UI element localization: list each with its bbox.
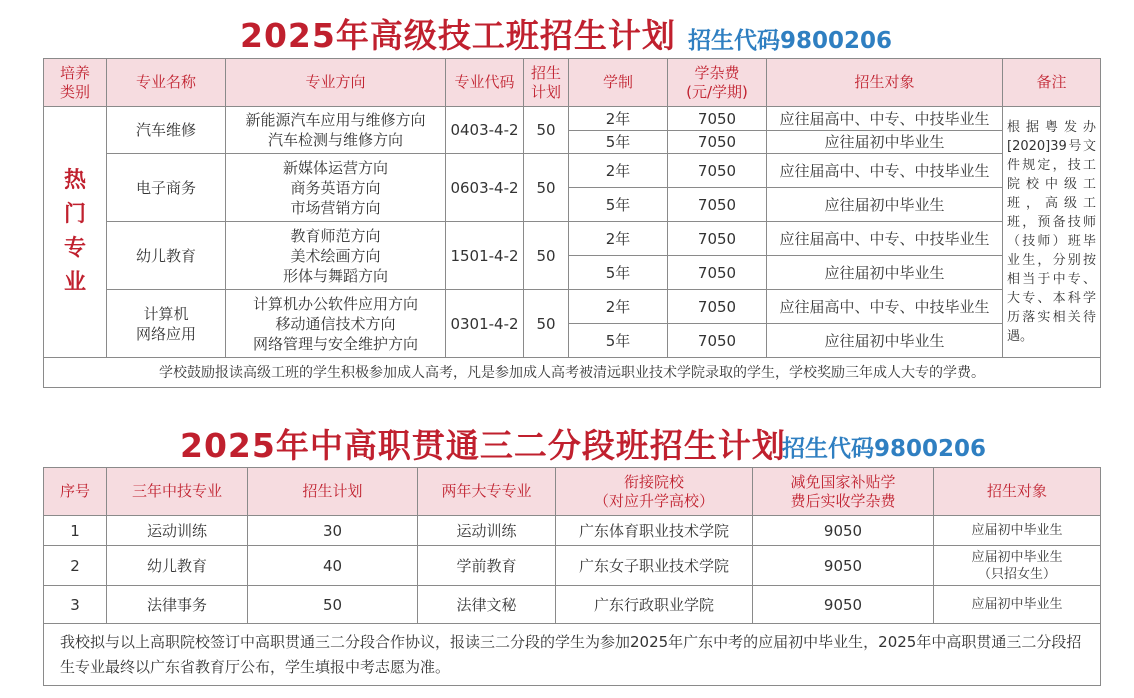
- target: 应往届高中、中专、中技毕业生: [767, 290, 1003, 324]
- major-quota: 50: [524, 290, 569, 358]
- row-target: 应届初中毕业生: [934, 586, 1101, 624]
- row-target: 应届初中毕业生 （只招女生）: [934, 546, 1101, 586]
- plan2-title: 2025年中高职贯通三二分段班招生计划: [180, 426, 786, 465]
- row-no: 1: [44, 516, 107, 546]
- row-major2: 运动训练: [418, 516, 556, 546]
- row-major2: 学前教育: [418, 546, 556, 586]
- plan2-enrollment-code: 招生代码9800206: [782, 436, 987, 462]
- header-target: 招生对象: [767, 59, 1003, 107]
- plan1-footer-row: [44, 358, 1101, 388]
- major-code: 1501-4-2: [446, 222, 524, 290]
- category-hot-majors: 热 门 专 业: [44, 107, 107, 358]
- duration: 5年: [569, 324, 668, 358]
- major-directions: 教育师范方向 美术绘画方向 形体与舞蹈方向: [226, 222, 446, 290]
- plan1-title: 2025年高级技工班招生计划: [240, 16, 676, 55]
- major-name: 计算机 网络应用: [107, 290, 226, 358]
- plan1-header-row: [44, 59, 1101, 107]
- header-college: 衔接院校 （对应升学高校）: [556, 468, 753, 516]
- fee: 7050: [668, 154, 767, 188]
- major-name: 幼儿教育: [107, 222, 226, 290]
- table-row: [44, 154, 1101, 188]
- target: 应往届初中毕业生: [767, 256, 1003, 290]
- fee: 7050: [668, 131, 767, 154]
- row-major2: 法律文秘: [418, 586, 556, 624]
- row-major3: 幼儿教育: [107, 546, 248, 586]
- plan1-enrollment-code: 招生代码9800206: [688, 28, 893, 54]
- plan2-footer-row: [44, 624, 1101, 686]
- row-fee: 9050: [753, 546, 934, 586]
- major-quota: 50: [524, 154, 569, 222]
- plan2-footer-note: 我校拟与以上高职院校签订中高职贯通三二分段合作协议，报读三二分段的学生为参加2025年广东中考的应届初中毕业生，2025年中高职贯通三二分段招生专业最终以广东省教育厅公布，学生填报中考志愿为准。: [44, 624, 1101, 686]
- major-code: 0403-4-2: [446, 107, 524, 154]
- plan2-header-row: [44, 468, 1101, 516]
- header-major-code: 专业代码: [446, 59, 524, 107]
- header-no: 序号: [44, 468, 107, 516]
- fee: 7050: [668, 188, 767, 222]
- target: 应往届高中、中专、中技毕业生: [767, 154, 1003, 188]
- duration: 5年: [569, 131, 668, 154]
- header-remark: 备注: [1003, 59, 1101, 107]
- remark-note: 根据粤发办[2020]39号文件规定，技工院校中级工班，高级工班，预备技师（技师）班毕业生，分别按相当于中专、大专、本科学历落实相关待遇。: [1003, 107, 1101, 358]
- major-name: 电子商务: [107, 154, 226, 222]
- header-fee: 减免国家补贴学 费后实收学杂费: [753, 468, 934, 516]
- row-quota: 50: [248, 586, 418, 624]
- target: 应往届初中毕业生: [767, 188, 1003, 222]
- row-quota: 40: [248, 546, 418, 586]
- table-row: [44, 290, 1101, 324]
- target: 应往届初中毕业生: [767, 324, 1003, 358]
- header-category: 培养 类别: [44, 59, 107, 107]
- major-directions: 新能源汽车应用与维修方向 汽车检测与维修方向: [226, 107, 446, 154]
- header-fee: 学杂费 (元/学期): [668, 59, 767, 107]
- duration: 2年: [569, 290, 668, 324]
- fee: 7050: [668, 290, 767, 324]
- duration: 2年: [569, 222, 668, 256]
- table-row: [44, 546, 1101, 586]
- row-no: 3: [44, 586, 107, 624]
- major-directions: 计算机办公软件应用方向 移动通信技术方向 网络管理与安全维护方向: [226, 290, 446, 358]
- duration: 2年: [569, 107, 668, 131]
- header-major2: 两年大专专业: [418, 468, 556, 516]
- row-quota: 30: [248, 516, 418, 546]
- header-major: 专业名称: [107, 59, 226, 107]
- row-major3: 运动训练: [107, 516, 248, 546]
- row-college: 广东女子职业技术学院: [556, 546, 753, 586]
- plan2-table: [43, 467, 1101, 686]
- header-quota: 招生计划: [248, 468, 418, 516]
- table-row: [44, 107, 1101, 131]
- fee: 7050: [668, 324, 767, 358]
- major-directions: 新媒体运营方向 商务英语方向 市场营销方向: [226, 154, 446, 222]
- fee: 7050: [668, 222, 767, 256]
- header-quota: 招生 计划: [524, 59, 569, 107]
- plan1-table: [43, 58, 1101, 388]
- header-duration: 学制: [569, 59, 668, 107]
- target: 应往届初中毕业生: [767, 131, 1003, 154]
- table-row: [44, 586, 1101, 624]
- table-row: [44, 222, 1101, 256]
- header-target: 招生对象: [934, 468, 1101, 516]
- major-code: 0603-4-2: [446, 154, 524, 222]
- row-college: 广东体育职业技术学院: [556, 516, 753, 546]
- duration: 5年: [569, 188, 668, 222]
- row-target: 应届初中毕业生: [934, 516, 1101, 546]
- fee: 7050: [668, 107, 767, 131]
- target: 应往届高中、中专、中技毕业生: [767, 222, 1003, 256]
- major-quota: 50: [524, 222, 569, 290]
- plan1-footer-note: 学校鼓励报读高级工班的学生积极参加成人高考，凡是参加成人高考被清远职业技术学院录取的学生，学校奖励三年成人大专的学费。: [44, 358, 1101, 388]
- header-major3: 三年中技专业: [107, 468, 248, 516]
- row-fee: 9050: [753, 586, 934, 624]
- duration: 2年: [569, 154, 668, 188]
- row-no: 2: [44, 546, 107, 586]
- target: 应往届高中、中专、中技毕业生: [767, 107, 1003, 131]
- fee: 7050: [668, 256, 767, 290]
- row-major3: 法律事务: [107, 586, 248, 624]
- row-fee: 9050: [753, 516, 934, 546]
- major-code: 0301-4-2: [446, 290, 524, 358]
- major-quota: 50: [524, 107, 569, 154]
- header-direction: 专业方向: [226, 59, 446, 107]
- table-row: [44, 516, 1101, 546]
- row-college: 广东行政职业学院: [556, 586, 753, 624]
- major-name: 汽车维修: [107, 107, 226, 154]
- duration: 5年: [569, 256, 668, 290]
